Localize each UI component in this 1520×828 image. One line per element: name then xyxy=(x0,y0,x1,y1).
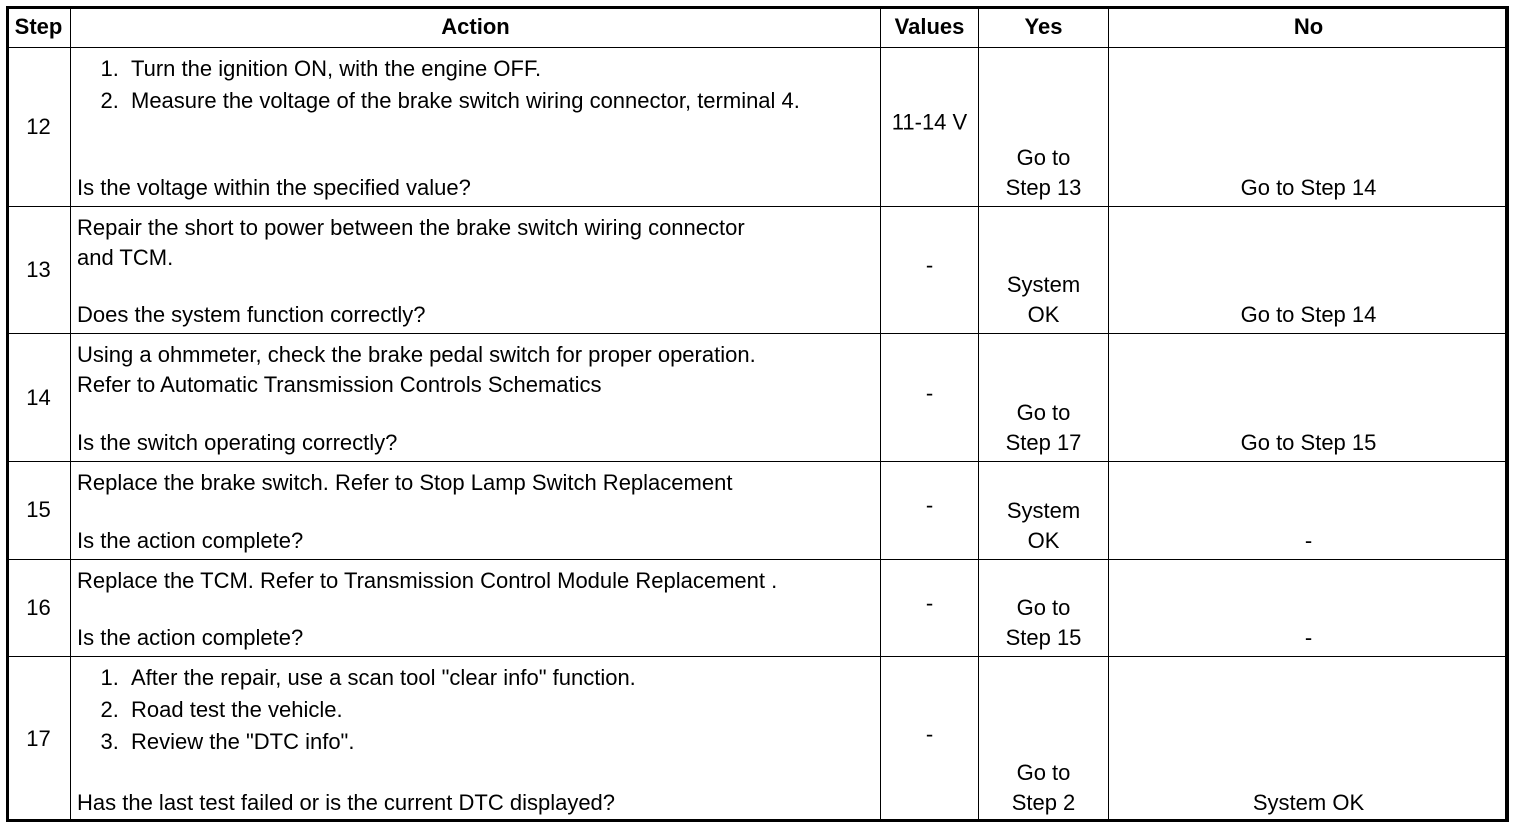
action-instructions xyxy=(77,566,874,596)
action-list xyxy=(77,663,874,757)
header-no: No xyxy=(1109,7,1509,48)
header-yes: Yes xyxy=(979,7,1109,48)
action-cell xyxy=(71,48,881,207)
yes-cell xyxy=(979,559,1109,657)
header-step: Step xyxy=(7,7,71,48)
action-line: Replace the brake switch. Refer to Stop Lamp Switch Replacement xyxy=(77,470,733,496)
step-number: 13 xyxy=(26,257,51,283)
yes-line: OK xyxy=(1027,527,1060,553)
yes-cell xyxy=(979,657,1109,822)
no-result: Go to Step 14 xyxy=(1240,302,1377,328)
values-cell xyxy=(881,206,979,334)
action-line: Repair the short to power between the brake switch wiring connector xyxy=(77,214,745,240)
yes-line: Step 2 xyxy=(1011,790,1076,815)
action-instructions xyxy=(77,340,874,400)
step-cell xyxy=(7,334,71,462)
yes-result xyxy=(979,593,1108,653)
yes-line: OK xyxy=(1027,302,1060,328)
yes-line: Step 13 xyxy=(1005,174,1082,200)
step-cell xyxy=(7,206,71,334)
value-text: - xyxy=(925,590,934,616)
yes-result xyxy=(979,398,1108,458)
list-item: 1. After the repair, use a scan tool "clear info" function. xyxy=(125,663,874,693)
list-item: 2. Road test the vehicle. xyxy=(125,695,874,725)
no-cell xyxy=(1109,334,1509,462)
yes-cell xyxy=(979,206,1109,334)
value-text: - xyxy=(925,721,934,747)
action-question: Is the action complete? xyxy=(77,527,304,553)
no-cell xyxy=(1109,206,1509,334)
yes-cell xyxy=(979,462,1109,560)
list-item: 2. Measure the voltage of the brake switch wiring connector, terminal 4. xyxy=(125,86,874,116)
no-cell xyxy=(1109,657,1509,822)
header-action: Action xyxy=(71,7,881,48)
yes-result xyxy=(979,270,1108,330)
table-row xyxy=(7,48,1509,207)
yes-cell xyxy=(979,48,1109,207)
action-instructions xyxy=(77,213,874,273)
action-cell xyxy=(71,657,881,822)
step-cell xyxy=(7,48,71,207)
no-result: Go to Step 15 xyxy=(1240,430,1377,456)
no-result: - xyxy=(1304,527,1313,553)
action-list xyxy=(77,54,874,116)
no-result: Go to Step 14 xyxy=(1240,174,1377,200)
values-cell xyxy=(881,462,979,560)
action-line: Refer to Automatic Transmission Controls Schematics xyxy=(77,372,602,398)
diagnostic-table xyxy=(6,6,1509,822)
yes-line: Go to xyxy=(1016,760,1071,785)
action-question: Is the switch operating correctly? xyxy=(77,430,398,456)
table-row xyxy=(7,334,1509,462)
action-instructions xyxy=(77,468,874,498)
yes-result xyxy=(979,758,1108,818)
value-text: - xyxy=(925,492,934,518)
header-values: Values xyxy=(881,7,979,48)
value-text: - xyxy=(925,252,934,278)
values-cell xyxy=(881,657,979,822)
table-row xyxy=(7,206,1509,334)
action-question: Is the voltage within the specified value? xyxy=(77,174,471,200)
value-text: 11-14 V xyxy=(891,109,968,135)
action-instructions xyxy=(77,54,874,118)
values-cell xyxy=(881,48,979,207)
action-cell xyxy=(71,334,881,462)
yes-line: Go to xyxy=(1016,595,1071,621)
action-cell xyxy=(71,559,881,657)
values-cell xyxy=(881,559,979,657)
no-result: - xyxy=(1304,625,1313,651)
step-number: 14 xyxy=(26,384,51,410)
step-cell xyxy=(7,462,71,560)
step-number: 16 xyxy=(26,594,51,620)
action-question: Has the last test failed or is the current DTC displayed? xyxy=(77,790,616,815)
no-cell xyxy=(1109,462,1509,560)
action-line: and TCM. xyxy=(77,244,174,270)
yes-line: Step 17 xyxy=(1005,430,1082,456)
table-row xyxy=(7,657,1509,822)
yes-result xyxy=(979,496,1108,556)
yes-line: Go to xyxy=(1016,400,1071,426)
yes-line: Go to xyxy=(1016,144,1071,170)
step-number: 12 xyxy=(26,113,51,139)
action-instructions xyxy=(77,663,874,759)
step-cell xyxy=(7,559,71,657)
list-item: 3. Review the "DTC info". xyxy=(125,727,874,757)
action-question: Does the system function correctly? xyxy=(77,302,426,328)
yes-line: System xyxy=(1006,272,1081,298)
action-question: Is the action complete? xyxy=(77,625,304,651)
no-cell xyxy=(1109,559,1509,657)
no-result: System OK xyxy=(1252,790,1365,815)
step-number: 17 xyxy=(26,726,51,752)
step-cell xyxy=(7,657,71,822)
yes-line: Step 15 xyxy=(1005,625,1082,651)
yes-line: System xyxy=(1006,497,1081,523)
yes-cell xyxy=(979,334,1109,462)
table-row xyxy=(7,462,1509,560)
action-cell xyxy=(71,206,881,334)
list-item: 1. Turn the ignition ON, with the engine OFF. xyxy=(125,54,874,84)
header-row xyxy=(7,7,1509,48)
action-line: Using a ohmmeter, check the brake pedal switch for proper operation. xyxy=(77,342,756,368)
table-row xyxy=(7,559,1509,657)
yes-result xyxy=(979,143,1108,203)
values-cell xyxy=(881,334,979,462)
action-cell xyxy=(71,462,881,560)
no-cell xyxy=(1109,48,1509,207)
value-text: - xyxy=(925,380,934,406)
action-line: Replace the TCM. Refer to Transmission Control Module Replacement . xyxy=(77,567,778,593)
step-number: 15 xyxy=(26,497,51,523)
